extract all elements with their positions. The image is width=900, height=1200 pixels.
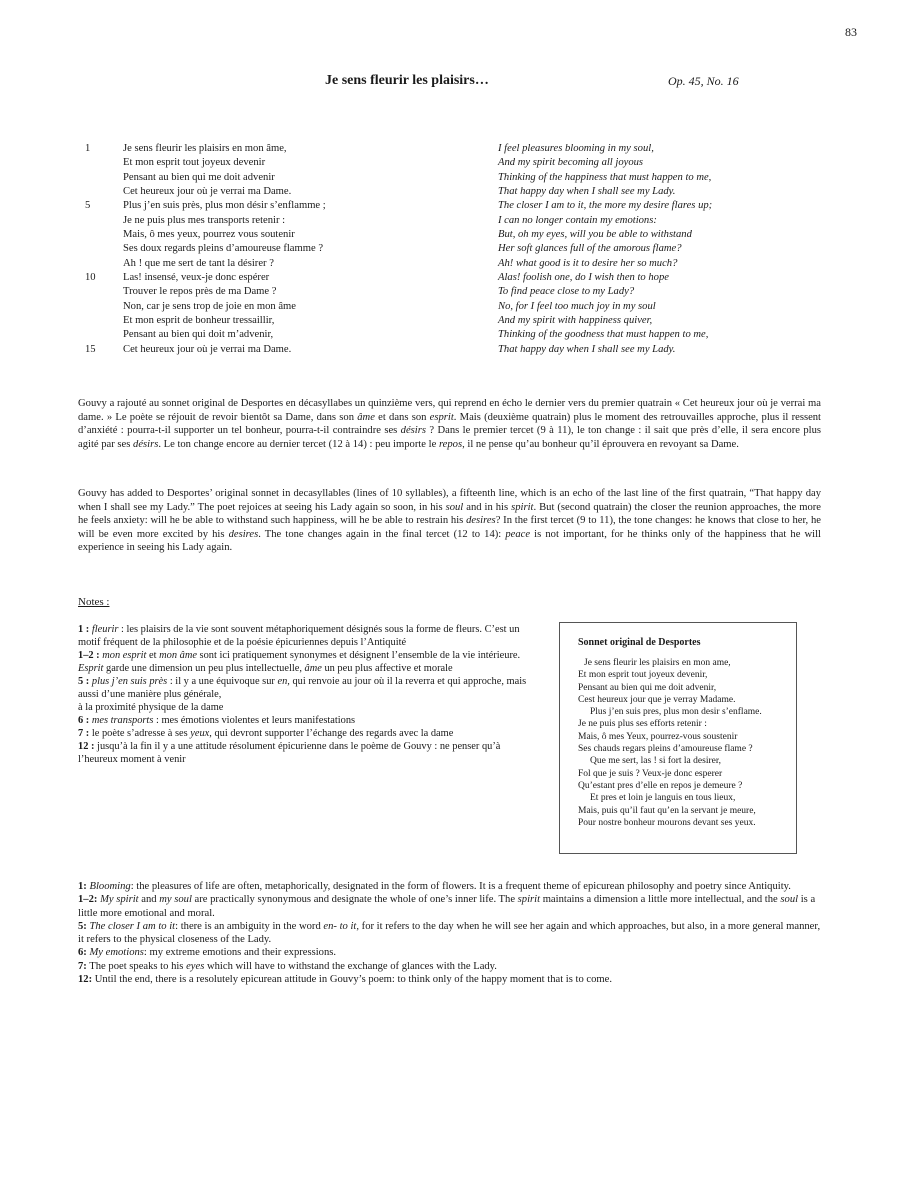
note-en-7: 7: The poet speaks to his eyes which will have to withstand the exchange of glances with the Lady. bbox=[78, 960, 497, 972]
poem-line bbox=[85, 328, 785, 342]
poem-line bbox=[85, 171, 785, 185]
line-number: 5 bbox=[85, 200, 91, 212]
poem-line-french: Et mon esprit de bonheur tressaillir, bbox=[123, 314, 275, 326]
poem-line-english: And my spirit with happiness quiver, bbox=[498, 314, 653, 326]
note-fr-7: 7 : le poète s’adresse à ses yeux, qui devront supporter l’échange des regards avec la dame bbox=[78, 728, 454, 739]
poem-line-french: Et mon esprit tout joyeux devenir bbox=[123, 157, 266, 169]
sonnet-line: Cest heureux jour que je verray Madame. bbox=[578, 694, 736, 705]
poem-line bbox=[85, 214, 785, 228]
note-fr-12: 12 : jusqu’à la fin il y a une attitude résolument épicurienne dans le poème de Gouvy : ne penser qu’à l’heureux moment à venir bbox=[78, 741, 501, 765]
poem-line-english: I feel pleasures blooming in my soul, bbox=[498, 143, 654, 154]
note-en-5: 5: The closer I am to it: there is an ambiguity in the word en- to it, for it refers to the day when he will see her again and which approaches, but also, in a more general manner, it refers to the physical closeness of the Lady. bbox=[78, 920, 821, 946]
poem-line-french: Cet heureux jour où je verrai ma Dame. bbox=[123, 343, 292, 355]
poem-line bbox=[85, 300, 785, 314]
note-fr-6: 6 : mes transports : mes émotions violentes et leurs manifestations bbox=[78, 715, 356, 726]
sonnet-line: Mais, ô mes Yeux, pourrez-vous soustenir bbox=[578, 731, 738, 742]
sonnet-box-title: Sonnet original de Desportes bbox=[578, 637, 701, 648]
poem-line-french: Ses doux regards pleins d’amoureuse flamme ? bbox=[123, 243, 324, 255]
poem-line-french: Non, car je sens trop de joie en mon âme bbox=[123, 300, 296, 312]
notes-english bbox=[78, 880, 821, 986]
line-number: 1 bbox=[85, 143, 91, 154]
poem-line-english: Alas! foolish one, do I wish then to hope bbox=[498, 271, 669, 283]
poem-line bbox=[85, 285, 785, 299]
poem-line-french: Cet heureux jour où je verrai ma Dame. bbox=[123, 185, 292, 197]
poem-line-french: Je ne puis plus mes transports retenir : bbox=[123, 214, 286, 226]
poem-line bbox=[85, 156, 785, 170]
poem-line-english: To find peace close to my Lady? bbox=[498, 286, 635, 298]
poem-line-french: Pensant au bien qui doit m’advenir, bbox=[123, 329, 274, 341]
note-fr-1-2: 1–2 : mon esprit et mon âme sont ici pratiquement synonymes et désignent l’ensemble de la vie intérieure. Esprit garde une dimension un peu plus intellectuelle, âme un peu plus affective et morale bbox=[78, 650, 521, 674]
poem-line-english: That happy day when I shall see my Lady. bbox=[498, 185, 676, 197]
poem-line-english: Thinking of the happiness that must happen to me, bbox=[498, 171, 712, 183]
note-fr-1: 1 : fleurir : les plaisirs de la vie sont souvent métaphoriquement désignés sous la forme de fleurs. C’est un motif fréquent de la philosophie et de la poésie épicuriennes depuis l’Antiquité bbox=[78, 624, 520, 648]
poem-line bbox=[85, 257, 785, 271]
poem-line-french: Las! insensé, veux-je donc espérer bbox=[123, 271, 270, 283]
poem-line-english: The closer I am to it, the more my desire flares up; bbox=[498, 200, 713, 212]
note-en-1-2: 1–2: My spirit and my soul are practically synonymous and designate the whole of one’s inner life. The spirit maintains a dimension a little more intellectual, and the soul is a little more emotional and moral. bbox=[78, 894, 816, 919]
sonnet-line: Ses chauds regars pleins d’amoureuse flame ? bbox=[578, 744, 753, 755]
note-fr-5: 5 : plus j’en suis près : il y a une équivoque sur en, qui renvoie au jour où il la reverra et qui approche, mais aussi d’une manière plus générale, à la proximité physique de la dame bbox=[78, 676, 527, 713]
poem-line-french: Plus j’en suis près, plus mon désir s’enflamme ; bbox=[123, 200, 326, 212]
page-number: 83 bbox=[845, 25, 857, 39]
sonnet-lines bbox=[578, 657, 786, 829]
sonnet-line: Fol que je suis ? Veux-je donc esperer bbox=[578, 768, 723, 779]
sonnet-line: Je sens fleurir les plaisirs en mon ame, bbox=[584, 658, 731, 668]
title-row bbox=[0, 73, 900, 93]
poem-line-french: Pensant au bien qui me doit advenir bbox=[123, 171, 275, 183]
notes-french bbox=[78, 623, 528, 766]
sonnet-line: Que me sert, las ! si fort la desirer, bbox=[590, 756, 721, 767]
poem-line bbox=[85, 314, 785, 328]
poem-line-french: Mais, ô mes yeux, pourrez vous soutenir bbox=[123, 228, 295, 240]
poem-text bbox=[85, 142, 785, 357]
opus-number: Op. 45, No. 16 bbox=[668, 74, 739, 88]
sonnet-line: Et mon esprit tout joyeux devenir, bbox=[578, 670, 708, 681]
poem-line bbox=[85, 228, 785, 242]
poem-line-french: Je sens fleurir les plaisirs en mon âme, bbox=[123, 143, 287, 154]
line-number: 10 bbox=[85, 271, 96, 283]
poem-line-french: Trouver le repos près de ma Dame ? bbox=[123, 286, 277, 298]
poem-line-english: I can no longer contain my emotions: bbox=[498, 214, 657, 226]
poem-line bbox=[85, 271, 785, 285]
notes-heading: Notes : bbox=[78, 596, 110, 608]
sonnet-line: Pensant au bien qui me doit advenir, bbox=[578, 682, 717, 693]
poem-line bbox=[85, 343, 785, 357]
note-en-1: 1: Blooming: the pleasures of life are often, metaphorically, designated in the form of flowers. It is a frequent theme of epicurean philosophy and poetry since Antiquity. bbox=[78, 881, 791, 892]
poem-line-english: Her soft glances full of the amorous flame? bbox=[498, 243, 682, 255]
sonnet-line: Mais, puis qu’il faut qu’en la servant je meure, bbox=[578, 805, 756, 816]
note-en-12: 12: Until the end, there is a resolutely epicurean attitude in Gouvy’s poem: to think only of the happy moment that is to come. bbox=[78, 974, 612, 986]
line-number: 15 bbox=[85, 343, 96, 355]
commentary-english: Gouvy has added to Desportes’ original sonnet in decasyllables (lines of 10 syllables), a fifteenth line, which is an echo of the last line of the first quatrain, “That happy day when I shall see my Lady.” The poet rejoices at seeing his Lady again so soon, in his soul and in his spirit. But (second quatrain) the closer the reunion approaches, the more he feels anxiety: will he be able to withstand such happiness, will he be able to restrain his desires? In the first tercet (9 to 11), the tone changes: he knows that close to her, he will be even more excited by his desires. The tone changes again in the final tercet (12 to 14): peace is not important, for he thinks only of the happiness that he will experience in seeing his Lady again. bbox=[78, 488, 821, 553]
poem-line-english: No, for I feel too much joy in my soul bbox=[498, 300, 656, 312]
original-sonnet-box bbox=[559, 622, 797, 854]
sonnet-line: Et pres et loin je languis en tous lieux, bbox=[590, 793, 736, 804]
poem-line-english: And my spirit becoming all joyous bbox=[498, 157, 644, 169]
poem-line-english: Thinking of the goodness that must happen to me, bbox=[498, 329, 709, 341]
sonnet-line: Plus j’en suis pres, plus mon desir s’enflame. bbox=[590, 707, 762, 718]
sonnet-line: Je ne puis plus ses efforts retenir : bbox=[578, 719, 707, 730]
poem-line bbox=[85, 142, 785, 156]
sonnet-line: Pour nostre bonheur mourons devant ses yeux. bbox=[578, 817, 756, 828]
poem-line-english: But, oh my eyes, will you be able to withstand bbox=[498, 228, 692, 240]
poem-line-english: That happy day when I shall see my Lady. bbox=[498, 343, 676, 355]
poem-line bbox=[85, 185, 785, 199]
poem-line-french: Ah ! que me sert de tant la désirer ? bbox=[123, 257, 274, 269]
sonnet-line: Qu’estant pres d’elle en repos je demeure ? bbox=[578, 780, 743, 791]
poem-line-english: Ah! what good is it to desire her so much? bbox=[498, 257, 678, 269]
note-en-6: 6: My emotions: my extreme emotions and their expressions. bbox=[78, 947, 337, 959]
commentary-french: Gouvy a rajouté au sonnet original de Desportes en décasyllabes un quinzième vers, qui reprend en écho le dernier vers du premier quatrain « Cet heureux jour où je verrai ma dame. » Le poète se réjouit de revoir bientôt sa Dame, dans son âme et dans son esprit. Mais (deuxième quatrain) plus le moment des retrouvailles approche, plus il ressent d’anxiété : pourra-t-il supporter un tel bonheur, pourra-t-il contraindre ses désirs ? Dans le premier tercet (9 à 11), le ton change : il sait que près d’elle, il sera encore plus agité par ses désirs. Le ton change encore au dernier tercet (12 à 14) : peu importe le repos, il ne pense qu’au bonheur qu’il éprouvera en revoyant sa Dame. bbox=[78, 398, 822, 450]
song-title: Je sens fleurir les plaisirs… bbox=[325, 73, 489, 88]
poem-line bbox=[85, 242, 785, 256]
poem-line bbox=[85, 199, 785, 213]
